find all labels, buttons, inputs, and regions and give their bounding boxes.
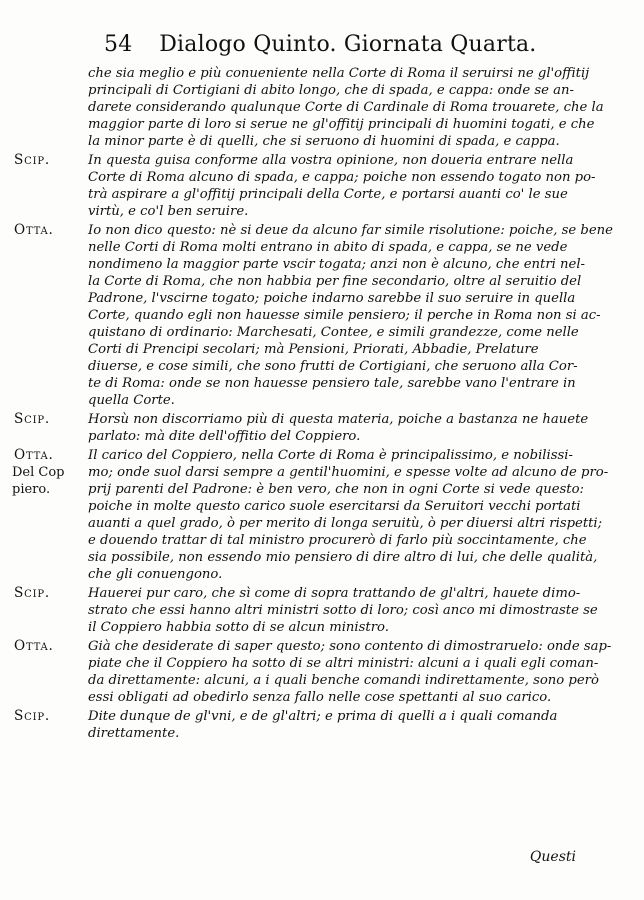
line-text: prij parenti del Padrone: è ben vero, che non in ogni Corte si vede questo: [88, 482, 584, 497]
margin-note: piero. [12, 482, 51, 497]
text-line [0, 169, 644, 186]
text-line [0, 447, 644, 464]
speaker-label: Otta. [14, 638, 54, 654]
line-text: te di Roma: onde se non hauesse pensiero tale, sarebbe vano l'entrare in [88, 376, 576, 391]
line-text: che gli conuengono. [88, 567, 223, 582]
text-line [0, 619, 644, 636]
text-line [0, 708, 644, 725]
text-line [0, 307, 644, 324]
page-number: 54 [104, 32, 133, 57]
text-line [0, 585, 644, 602]
line-text: piate che il Coppiero ha sotto di se altri ministri: alcuni a i quali egli coman- [88, 656, 599, 671]
text-line [0, 273, 644, 290]
line-text: nondimeno la maggior parte vscir togata; anzi non è alcuno, che entri nel- [88, 257, 586, 272]
line-text: auanti a quel grado, ò per merito di longa seruitù, ò per diuersi altri rispetti; [88, 516, 603, 531]
catchword: Questi [529, 849, 576, 865]
text-line [0, 375, 644, 392]
text-line [0, 392, 644, 409]
text-line [0, 428, 644, 445]
line-text: maggior parte di loro si serue ne gl'offitij principali di huomini togati, e che [88, 117, 595, 132]
line-text: quella Corte. [88, 393, 175, 408]
line-text: strato che essi hanno altri ministri sotto di loro; così anco mi dimostraste se [88, 603, 598, 618]
line-text: Corte di Roma alcuno di spada, e cappa; poiche non essendo togato non po- [88, 170, 596, 185]
text-line [0, 532, 644, 549]
text-line [0, 411, 644, 428]
speaker-label: Scip. [14, 585, 50, 601]
line-text: Corti di Prencipi secolari; mà Pensioni, Priorati, Abbadie, Prelature [88, 342, 539, 357]
line-text: da direttamente: alcuni, a i quali benche comandi indirettamente, sono però [88, 673, 599, 688]
text-line [0, 689, 644, 706]
speaker-label: Scip. [14, 708, 50, 724]
line-text: essi obligati ad obedirlo senza fallo nelle cose spettanti al suo carico. [88, 690, 552, 705]
text-line [0, 498, 644, 515]
line-text: che sia meglio e più conueniente nella Corte di Roma il seruirsi ne gl'offitij [88, 66, 590, 81]
text-line [0, 481, 644, 498]
line-text: sia possibile, non essendo mio pensiero di dire altro di lui, che delle qualità, [88, 550, 598, 565]
text-line [0, 203, 644, 220]
text-line [0, 549, 644, 566]
line-text: diuerse, e cose simili, che sono frutti de Cortigiani, che seruono alla Cor- [88, 359, 578, 374]
line-text: In questa guisa conforme alla vostra opinione, non doueria entrare nella [88, 153, 574, 168]
line-text: mo; onde suol darsi sempre a gentil'huomini, e spesse volte ad alcuno de pro- [88, 465, 609, 480]
line-text: Horsù non discorriamo più di questa materia, poiche a bastanza ne hauete [88, 412, 589, 427]
text-line [0, 256, 644, 273]
text-line [0, 358, 644, 375]
text-line [0, 672, 644, 689]
line-text: darete considerando qualunque Corte di Cardinale di Roma trouarete, che la [88, 100, 604, 115]
text-line [0, 222, 644, 239]
text-line [0, 341, 644, 358]
line-text: il Coppiero habbia sotto di se alcun ministro. [88, 620, 389, 635]
line-text: Corte, quando egli non hauesse simile pensiero; il perche in Roma non si ac- [88, 308, 601, 323]
line-text: virtù, e co'l ben seruire. [88, 204, 249, 219]
text-line [0, 186, 644, 203]
speaker-label: Scip. [14, 152, 50, 168]
running-header [104, 28, 537, 62]
line-text: quistano di ordinario: Marchesati, Contee, e simili grandezze, come nelle [88, 325, 579, 340]
line-text: Il carico del Coppiero, nella Corte di Roma è principalissimo, e nobilissi- [88, 448, 573, 463]
speaker-label: Scip. [14, 411, 50, 427]
line-text: Hauerei pur caro, che sì come di sopra trattando de gl'altri, hauete dimo- [88, 586, 581, 601]
line-text: parlato: mà dite dell'offitio del Coppiero. [88, 429, 361, 444]
line-text: Già che desiderate di saper questo; sono contento di dimostraruelo: onde sap- [88, 639, 612, 654]
text-line [0, 566, 644, 583]
margin-note: Del Cop [12, 465, 65, 480]
text-line [0, 725, 644, 742]
line-text: la minor parte è di quelli, che si seruono di huomini di spada, e cappa. [88, 134, 560, 149]
line-text: Io non dico questo: nè si deue da alcuno far simile risolutione: poiche, se bene [88, 223, 613, 238]
text-line [0, 152, 644, 169]
text-line [0, 239, 644, 256]
speaker-label: Otta. [14, 222, 54, 238]
line-text: e douendo trattar di tal ministro procurerò di farlo più soccintamente, che [88, 533, 587, 548]
text-line [0, 99, 644, 116]
text-line [0, 82, 644, 99]
speaker-label: Otta. [14, 447, 54, 463]
line-text: direttamente. [88, 726, 180, 741]
text-line [0, 290, 644, 307]
text-line [0, 602, 644, 619]
text-line [0, 464, 644, 481]
line-text: principali di Cortigiani di abito longo, che di spada, e cappa: onde se an- [88, 83, 574, 98]
text-line [0, 655, 644, 672]
line-text: trà aspirare a gl'offitij principali della Corte, e portarsi auanti co' le sue [88, 187, 568, 202]
text-line [0, 65, 644, 82]
dialogue-text [0, 65, 644, 825]
line-text: poiche in molte questo carico suole esercitarsi da Seruitori vecchi portati [88, 499, 581, 514]
text-line [0, 638, 644, 655]
line-text: nelle Corti di Roma molti entrano in abito di spada, e cappa, se ne vede [88, 240, 568, 255]
text-line [0, 515, 644, 532]
text-line [0, 324, 644, 341]
text-line [0, 133, 644, 150]
text-line [0, 116, 644, 133]
line-text: Padrone, l'vscirne togato; poiche indarno sarebbe il suo seruire in quella [88, 291, 576, 306]
running-title: Dialogo Quinto. Giornata Quarta. [159, 32, 537, 57]
line-text: la Corte di Roma, che non habbia per fine secondario, oltre al seruitio del [88, 274, 582, 289]
line-text: Dite dunque de gl'vni, e de gl'altri; e prima di quelli a i quali comanda [88, 709, 558, 724]
